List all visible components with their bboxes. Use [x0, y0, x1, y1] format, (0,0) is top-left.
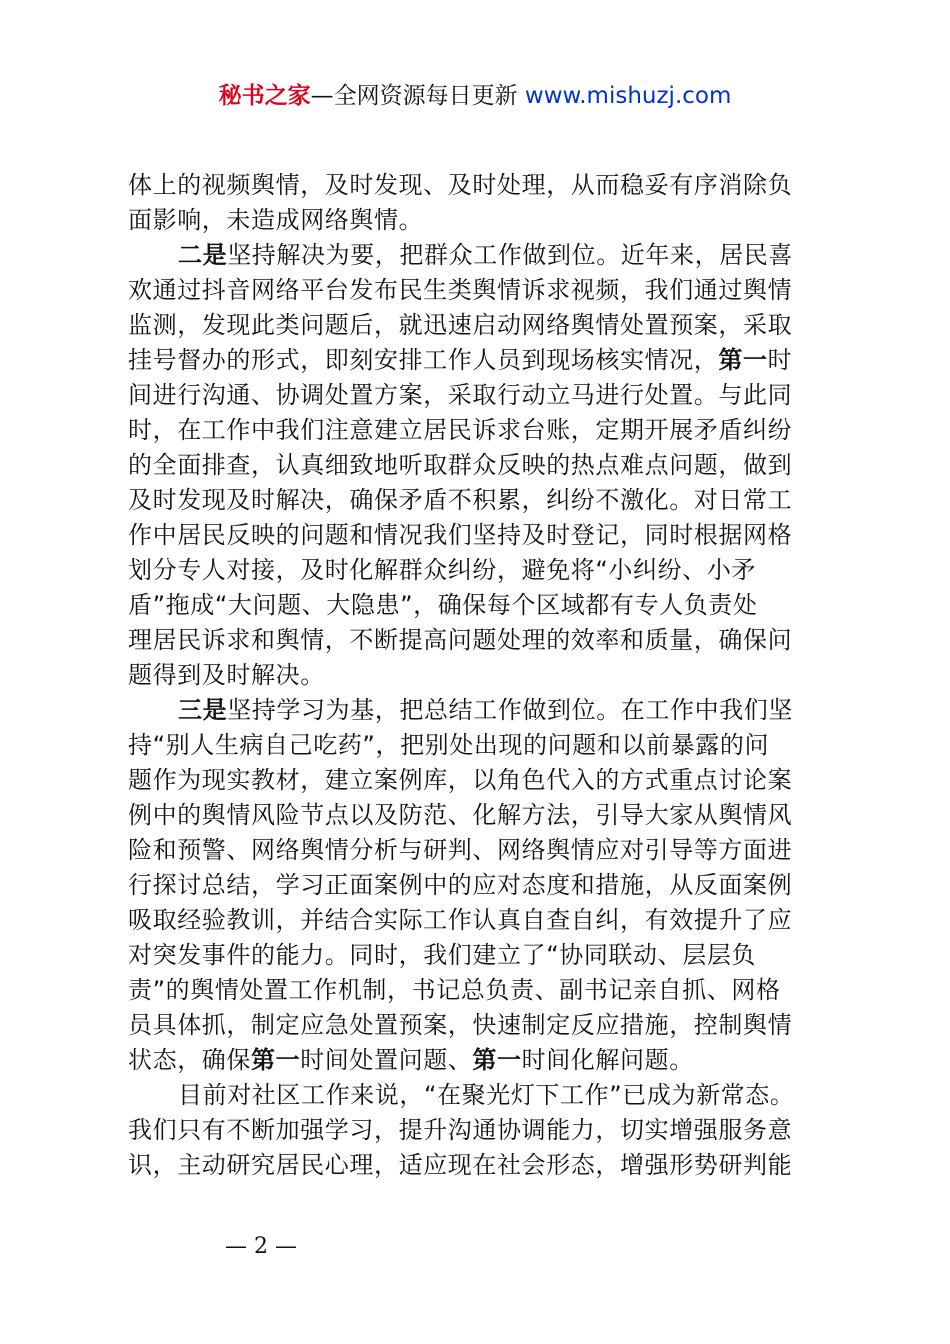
text-line: 欢通过抖音网络平台发布民生类舆情诉求视频，我们通过舆情 [128, 276, 793, 304]
text-line: 时，在工作中我们注意建立居民诉求台账，定期开展矛盾纠纷 [128, 416, 793, 444]
text-line: 划分专人对接，及时化解群众纠纷，避免将“小纠纷、小矛 [128, 556, 757, 584]
text-line: 题作为现实教材，建立案例库，以角色代入的方式重点讨论案 [128, 766, 793, 794]
text-line: 员具体抓，制定应急处置预案，快速制定反应措施，控制舆情 [128, 1011, 793, 1039]
text-line: 状态，确保第一时间处置问题、第一时间化解问题。 [128, 1046, 694, 1074]
site-tagline: 全网资源每日更新 [333, 83, 518, 109]
site-brand: 秘书之家 [218, 83, 311, 109]
text-line: 挂号督办的形式，即刻安排工作人员到现场核实情况，第一时 [128, 346, 793, 374]
text-line: 行探讨总结，学习正面案例中的应对态度和措施，从反面案例 [128, 871, 793, 899]
text-line: 理居民诉求和舆情，不断提高问题处理的效率和质量，确保问 [128, 626, 793, 654]
page-number: — 2 — [225, 1234, 297, 1259]
site-url-link[interactable]: www.mishuzj.com [524, 83, 732, 109]
text-line: 例中的舆情风险节点以及防范、化解方法，引导大家从舆情风 [128, 801, 793, 829]
text-line: 识，主动研究居民心理，适应现在社会形态，增强形势研判能 [128, 1151, 793, 1179]
text-line: 责”的舆情处置工作机制，书记总负责、副书记亲自抓、网格 [128, 976, 781, 1004]
text-line: 持“别人生病自己吃药”，把别处出现的问题和以前暴露的问 [128, 731, 770, 759]
emphasis-text: 第一 [472, 1046, 522, 1074]
text-line: 对突发事件的能力。同时，我们建立了“协同联动、层层负 [128, 941, 757, 969]
emphasis-text: 第一 [718, 346, 768, 374]
text-line: 险和预警、网络舆情分析与研判、网络舆情应对引导等方面进 [128, 836, 793, 864]
text-line: 体上的视频舆情，及时发现、及时处理，从而稳妥有序消除负 [128, 171, 793, 199]
text-line: 三是坚持学习为基，把总结工作做到位。在工作中我们坚 [178, 696, 794, 724]
text-line: 我们只有不断加强学习，提升沟通协调能力，切实增强服务意 [128, 1116, 793, 1144]
text-line: 二是坚持解决为要，把群众工作做到位。近年来，居民喜 [178, 241, 794, 269]
text-line: 间进行沟通、协调处置方案，采取行动立马进行处置。与此同 [128, 381, 793, 409]
text-line: 监测，发现此类问题后，就迅速启动网络舆情处置预案，采取 [128, 311, 793, 339]
text-line: 作中居民反映的问题和情况我们坚持及时登记，同时根据网格 [128, 521, 793, 549]
text-line: 的全面排查，认真细致地听取群众反映的热点难点问题，做到 [128, 451, 793, 479]
text-line: 及时发现及时解决，确保矛盾不积累，纠纷不激化。对日常工 [128, 486, 793, 514]
header-dash: — [310, 83, 334, 109]
text-line: 吸取经验教训，并结合实际工作认真自查自纠，有效提升了应 [128, 906, 793, 934]
text-line: 目前对社区工作来说，“在聚光灯下工作”已成为新常态。 [178, 1081, 795, 1109]
text-line: 题得到及时解决。 [128, 661, 325, 689]
site-header [0, 80, 950, 112]
paragraph-lead: 三是 [178, 696, 228, 724]
document-body [128, 168, 840, 1183]
emphasis-text: 第一 [251, 1046, 301, 1074]
text-line: 盾”拖成“大问题、大隐患”，确保每个区域都有专人负责处 [128, 591, 758, 619]
text-line: 面影响，未造成网络舆情。 [128, 206, 424, 234]
paragraph-lead: 二是 [178, 241, 228, 269]
